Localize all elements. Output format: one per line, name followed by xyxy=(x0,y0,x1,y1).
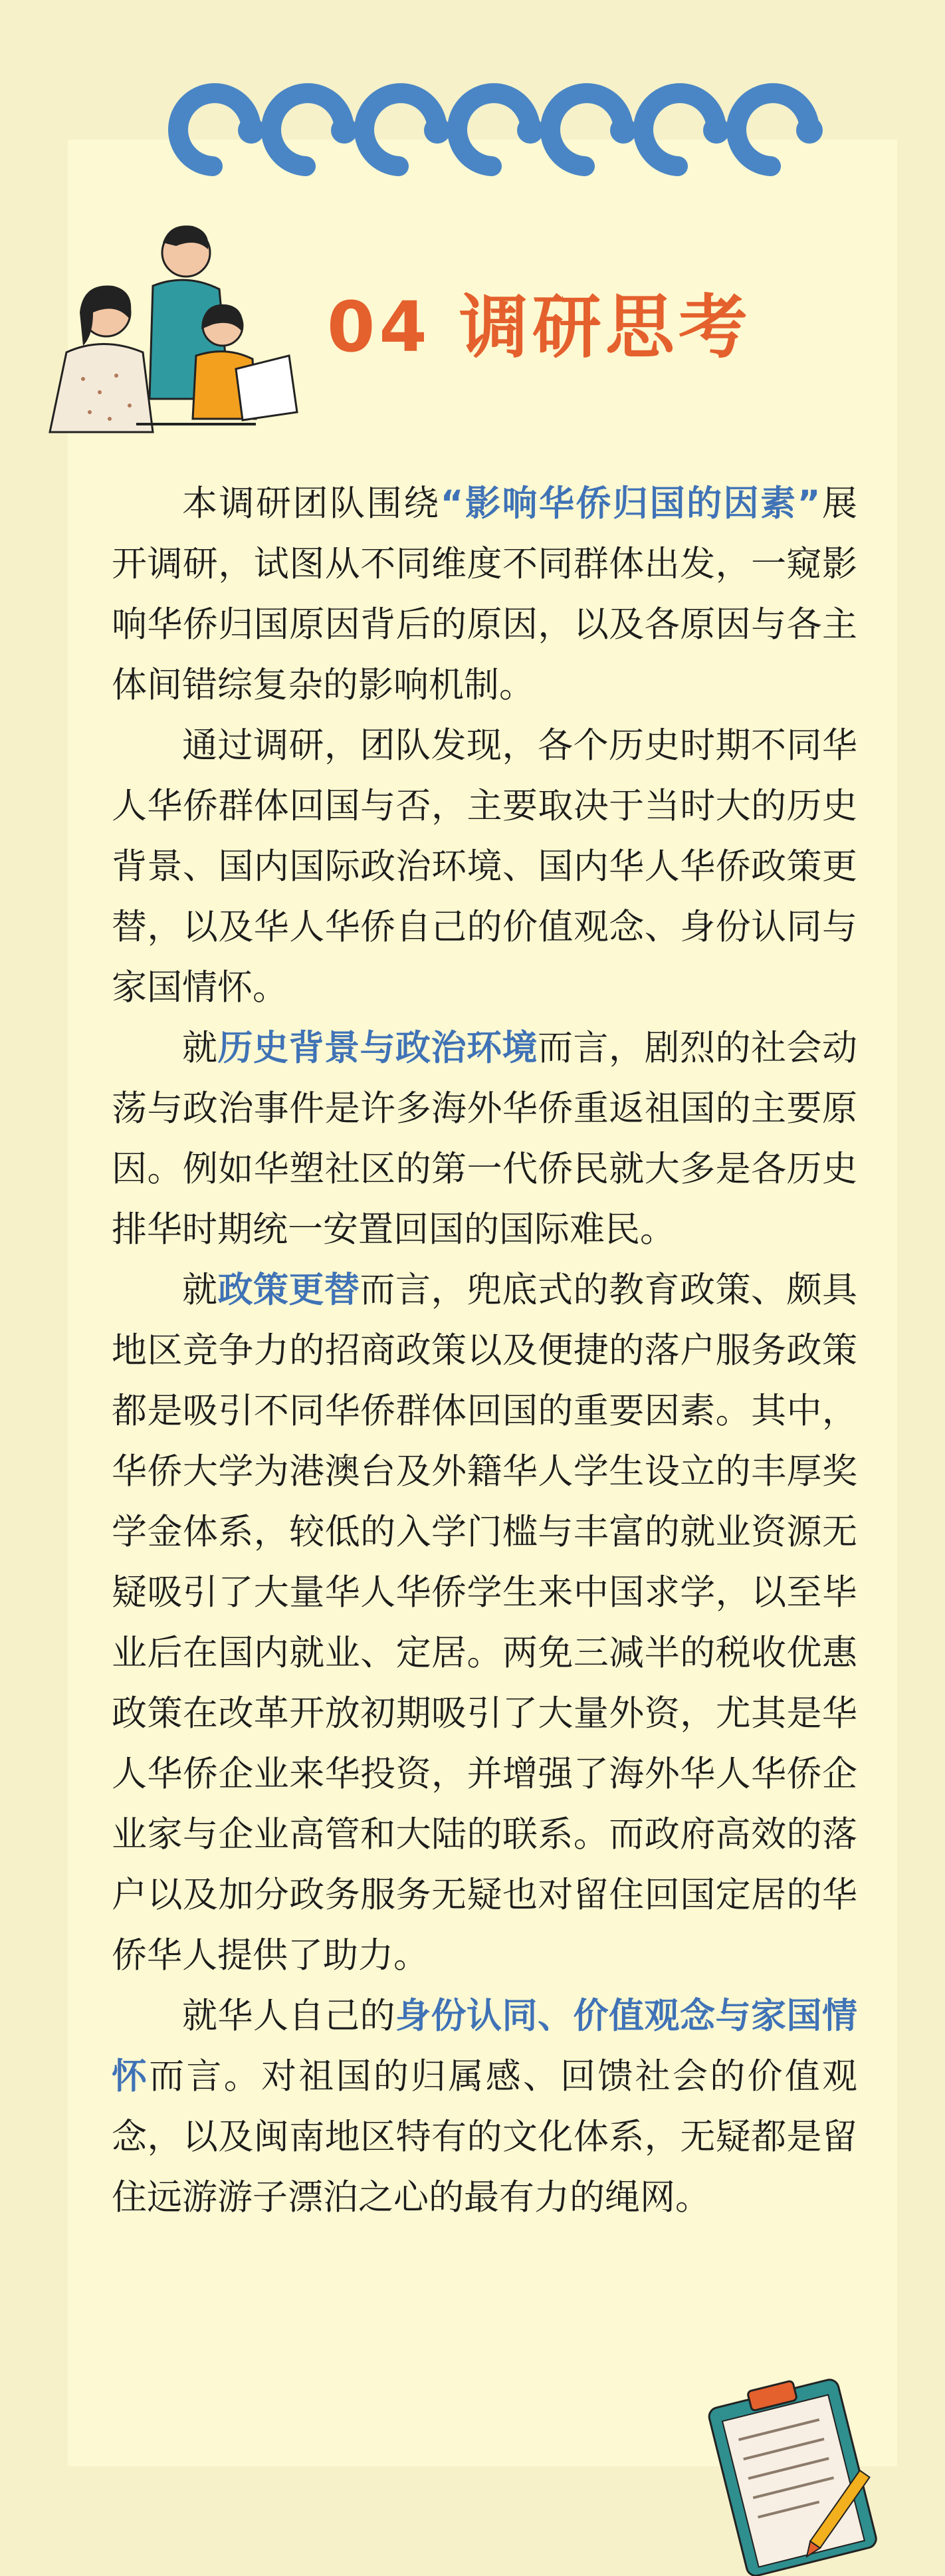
body-text: 就 xyxy=(182,1270,218,1310)
highlight-text: 政策更替 xyxy=(217,1270,360,1310)
paragraph xyxy=(112,1986,857,2228)
page-title: 04 调研思考 xyxy=(327,287,752,368)
clipboard-pencil-icon xyxy=(698,2363,897,2576)
body-text: 而言。对祖国的归属感、回馈社会的价值观念，以及闽南地区特有的文化体系，无疑都是留住远游游子漂泊之心的最有力的绳网。 xyxy=(112,2056,858,2218)
highlight-text: 历史背景与政治环境 xyxy=(217,1028,538,1068)
body-text: 而言，剧烈的社会动荡与政治事件是许多海外华侨重返祖国的主要原因。例如华塑社区的第一代侨民就大多是各历史排华时期统一安置回国的国际难民。 xyxy=(112,1028,857,1250)
body-text: 通过调研，团队发现，各个历史时期不同华人华侨群体回国与否，主要取决于当时大的历史背景、国内国际政治环境、国内华人华侨政策更替，以及华人华侨自己的价值观念、身份认同与家国情怀。 xyxy=(112,725,857,1008)
paragraph xyxy=(112,473,857,715)
paragraph xyxy=(112,1018,857,1260)
binder-rings-icon xyxy=(0,0,945,226)
highlight-text: “影响华侨归国的因素” xyxy=(440,483,821,524)
article-body xyxy=(112,473,857,2228)
paragraph xyxy=(112,1260,857,1986)
body-text: 就华人自己的 xyxy=(182,1996,395,2036)
body-text: 就 xyxy=(182,1028,218,1068)
students-illustration-icon xyxy=(37,213,316,439)
paragraph xyxy=(112,715,857,1018)
body-text: 本调研团队围绕 xyxy=(182,483,441,524)
body-text: 展开调研，试图从不同维度不同群体出发，一窥影响华侨归国原因背后的原因，以及各原因与各主体间错综复杂的影响机制。 xyxy=(112,483,858,705)
body-text: 而言，兜底式的教育政策、颇具地区竞争力的招商政策以及便捷的落户服务政策都是吸引不同华侨群体回国的重要因素。其中，华侨大学为港澳台及外籍华人学生设立的丰厚奖学金体系，较低的入学门槛与丰富的就业资源无疑吸引了大量华人华侨学生来中国求学，以至毕业后在国内就业、定居。两免三减半的税收优惠政策在改革开放初期吸引了大量外资，尤其是华人华侨企业来华投资，并增强了海外华人华侨企业家与企业高管和大陆的联系。而政府高效的落户以及加分政务服务无疑也对留住回国定居的华侨华人提供了助力。 xyxy=(112,1270,857,1976)
highlight-text: 身份认同、价值观念与家国情怀 xyxy=(112,1996,857,2097)
